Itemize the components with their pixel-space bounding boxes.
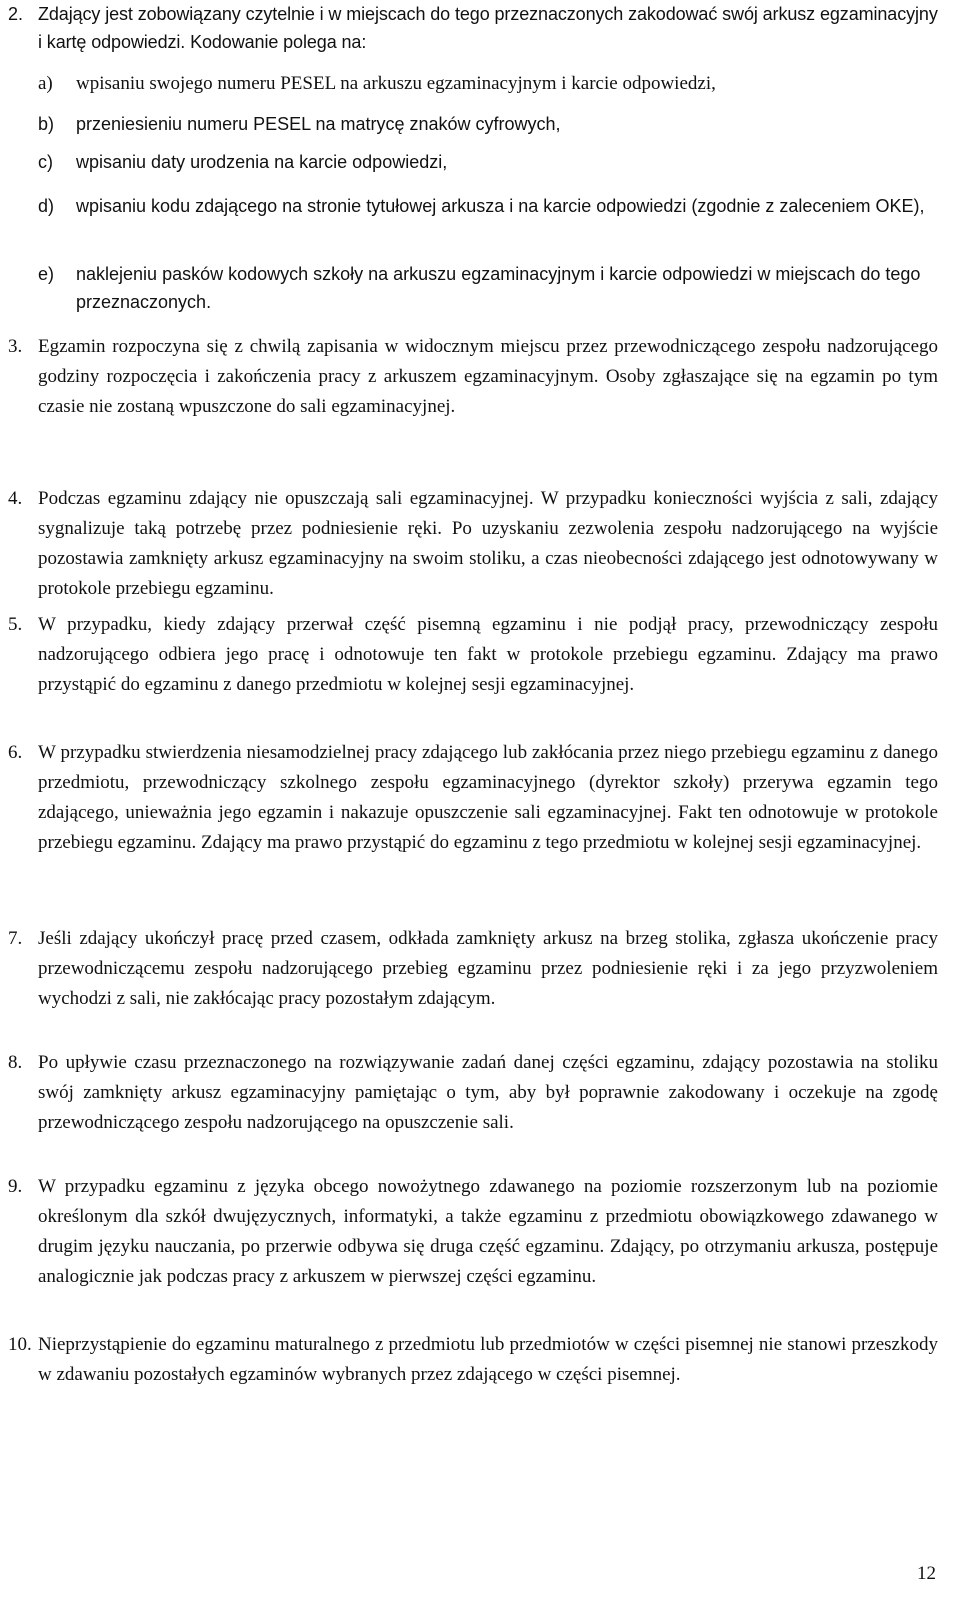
sub-item-letter: c)	[38, 152, 53, 172]
sub-item-letter: d)	[38, 196, 55, 216]
item-number: 6.	[8, 742, 23, 763]
sub-item-letter: a)	[38, 73, 53, 94]
item-number: 4.	[8, 488, 23, 509]
sub-item-text: wpisaniu daty urodzenia na karcie odpowiedzi,	[76, 152, 448, 172]
item-number: 7.	[8, 928, 23, 949]
item-text: Po upływie czasu przeznaczonego na rozwiązywanie zadań danej części egzaminu, zdający pozostawia na stoliku swój zamknięty arkusz egzaminacyjny pamiętając o tym, aby był poprawnie zakodowany i oczekuje na zgodę przewodniczącego zespołu nadzorującego na opuszczenie sali.	[38, 1052, 938, 1133]
item-number: 9.	[8, 1176, 23, 1197]
item-text: Egzamin rozpoczyna się z chwilą zapisania w widocznym miejscu przez przewodniczącego zespołu nadzorującego godziny rozpoczęcia i zakończenia pracy z arkuszem egzaminacyjnym. Osoby zgłaszające się na egzamin po tym czasie nie zostaną wpuszczone do sali egzaminacyjnej.	[38, 336, 938, 417]
item-number: 8.	[8, 1052, 23, 1073]
item-text: W przypadku egzaminu z języka obcego nowożytnego zdawanego na poziomie rozszerzonym lub na poziomie określonym dla szkół dwujęzycznych, informatyki, a także egzaminu z przedmiotu obowiązkowego zdawanego w drugim języku nauczania, po przerwie odbywa się druga część egzaminu. Zdający, po otrzymaniu arkusza, postępuje analogicznie jak podczas pracy z arkuszem w pierwszej części egzaminu.	[38, 1176, 938, 1287]
page-number: 12	[917, 1563, 936, 1584]
sub-item-text: przeniesieniu numeru PESEL na matrycę znaków cyfrowych,	[76, 114, 561, 134]
sub-item-letter: e)	[38, 264, 55, 284]
item-text: W przypadku stwierdzenia niesamodzielnej pracy zdającego lub zakłócania przez niego przebiegu egzaminu z danego przedmiotu, przewodniczący szkolnego zespołu egzaminacyjnego (dyrektor szkoły) przerywa egzamin tego zdającego, unieważnia jego egzamin i nakazuje opuszczenie sali egzaminacyjnej. Fakt ten odnotowuje w protokole przebiegu egzaminu. Zdający ma prawo przystąpić do egzaminu z tego przedmiotu w kolejnej sesji egzaminacyjnej.	[38, 742, 938, 853]
item-text: Jeśli zdający ukończył pracę przed czasem, odkłada zamknięty arkusz na brzeg stolika, zgłasza ukończenie pracy przewodniczącemu zespołu nadzorującego przebieg egzaminu przez podniesienie ręki i za jego przyzwoleniem wychodzi z sali, nie zakłócając pracy pozostałym zdającym.	[38, 928, 938, 1009]
item-text: Zdający jest zobowiązany czytelnie i w miejscach do tego przeznaczonych zakodować swój arkusz egzaminacyjny i kartę odpowiedzi. Kodowanie polega na:	[38, 4, 938, 52]
item-text: Nieprzystąpienie do egzaminu maturalnego z przedmiotu lub przedmiotów w części pisemnej nie stanowi przeszkody w zdawaniu pozostałych egzaminów wybranych przez zdającego w części pisemnej.	[38, 1334, 938, 1385]
sub-item-text: wpisaniu kodu zdającego na stronie tytułowej arkusza i na karcie odpowiedzi (zgodnie z zaleceniem OKE),	[76, 196, 925, 216]
sub-item-letter: b)	[38, 114, 55, 134]
sub-item-text: wpisaniu swojego numeru PESEL na arkuszu egzaminacyjnym i karcie odpowiedzi,	[76, 73, 716, 94]
item-number: 2.	[8, 4, 24, 24]
item-text: W przypadku, kiedy zdający przerwał część pisemną egzaminu i nie podjął pracy, przewodniczący zespołu nadzorującego odbiera jego pracę i odnotowuje ten fakt w protokole przebiegu egzaminu. Zdający ma prawo przystąpić do egzaminu z danego przedmiotu w kolejnej sesji egzaminacyjnej.	[38, 614, 938, 695]
item-number: 3.	[8, 336, 23, 357]
item-text: Podczas egzaminu zdający nie opuszczają sali egzaminacyjnej. W przypadku konieczności wyjścia z sali, zdający sygnalizuje taką potrzebę przez podniesienie ręki. Po uzyskaniu zezwolenia zespołu nadzorującego na wyjście pozostawia zamknięty arkusz egzaminacyjny na swoim stoliku, a czas nieobecności zdającego jest odnotowywany w protokole przebiegu egzaminu.	[38, 488, 938, 599]
item-number: 10.	[8, 1334, 32, 1355]
sub-item-text: naklejeniu pasków kodowych szkoły na arkuszu egzaminacyjnym i karcie odpowiedzi w miejscach do tego przeznaczonych.	[76, 264, 921, 312]
item-number: 5.	[8, 614, 23, 635]
